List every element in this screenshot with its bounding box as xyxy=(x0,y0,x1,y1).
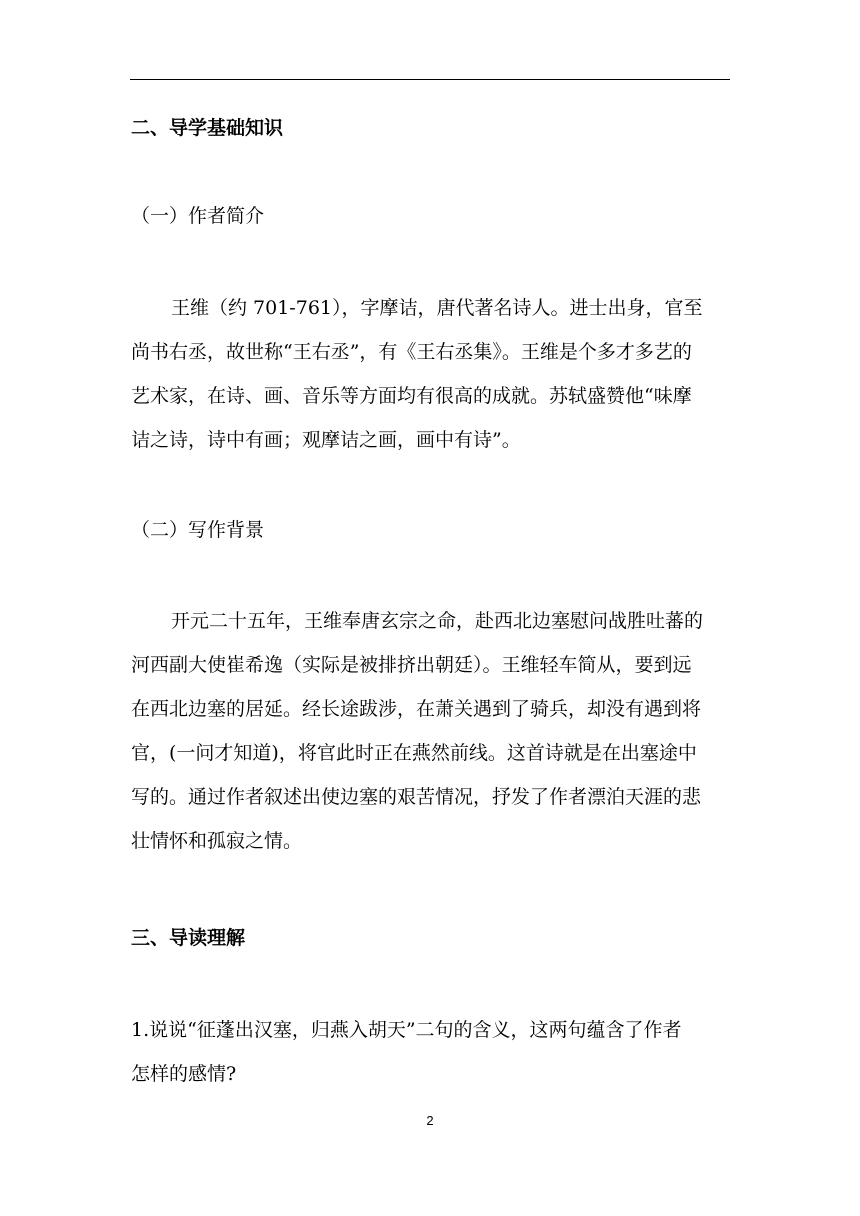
page-number: 2 xyxy=(426,1113,434,1128)
paragraph-line: 诘之诗，诗中有画；观摩诘之画，画中有诗”。 xyxy=(131,429,521,451)
paragraph-line: 艺术家，在诗、画、音乐等方面均有很高的成就。苏轼盛赞他“味摩 xyxy=(131,385,692,407)
paragraph-line: 官，(一问才知道)，将官此时正在燕然前线。这首诗就是在出塞途中 xyxy=(131,742,697,764)
paragraph-line: 尚书右丞，故世称“王右丞”，有《王右丞集》。王维是个多才多艺的 xyxy=(131,341,692,363)
paragraph-line: 王维（约 701-761），字摩诘，唐代著名诗人。进士出身，官至 xyxy=(171,297,703,319)
paragraph-line: 开元二十五年，王维奉唐玄宗之命，赴西北边塞慰问战胜吐蕃的 xyxy=(171,610,704,632)
section-heading-guided-reading: 三、导读理解 xyxy=(131,927,246,949)
paragraph-line: 壮情怀和孤寂之情。 xyxy=(131,830,303,852)
header-rule xyxy=(130,79,730,80)
section-heading-guided-basics: 二、导学基础知识 xyxy=(131,117,284,139)
question-line: 1.说说“征蓬出汉塞，归燕入胡天”二句的含义，这两句蕴含了作者 xyxy=(131,1019,682,1041)
writing-background-paragraph xyxy=(131,599,731,863)
question-1 xyxy=(131,1008,731,1096)
question-line: 怎样的感情? xyxy=(131,1063,237,1085)
sub-heading-author-intro: （一）作者简介 xyxy=(131,205,265,227)
paragraph-line: 写的。通过作者叙述出使边塞的艰苦情况，抒发了作者漂泊天涯的悲 xyxy=(131,786,702,808)
sub-heading-writing-background: （二）写作背景 xyxy=(131,519,265,541)
paragraph-line: 河西副大使崔希逸（实际是被排挤出朝廷）。王维轻车简从，要到远 xyxy=(131,654,692,676)
paragraph-line: 在西北边塞的居延。经长途跋涉，在萧关遇到了骑兵，却没有遇到将 xyxy=(131,698,702,720)
author-intro-paragraph xyxy=(131,286,731,462)
